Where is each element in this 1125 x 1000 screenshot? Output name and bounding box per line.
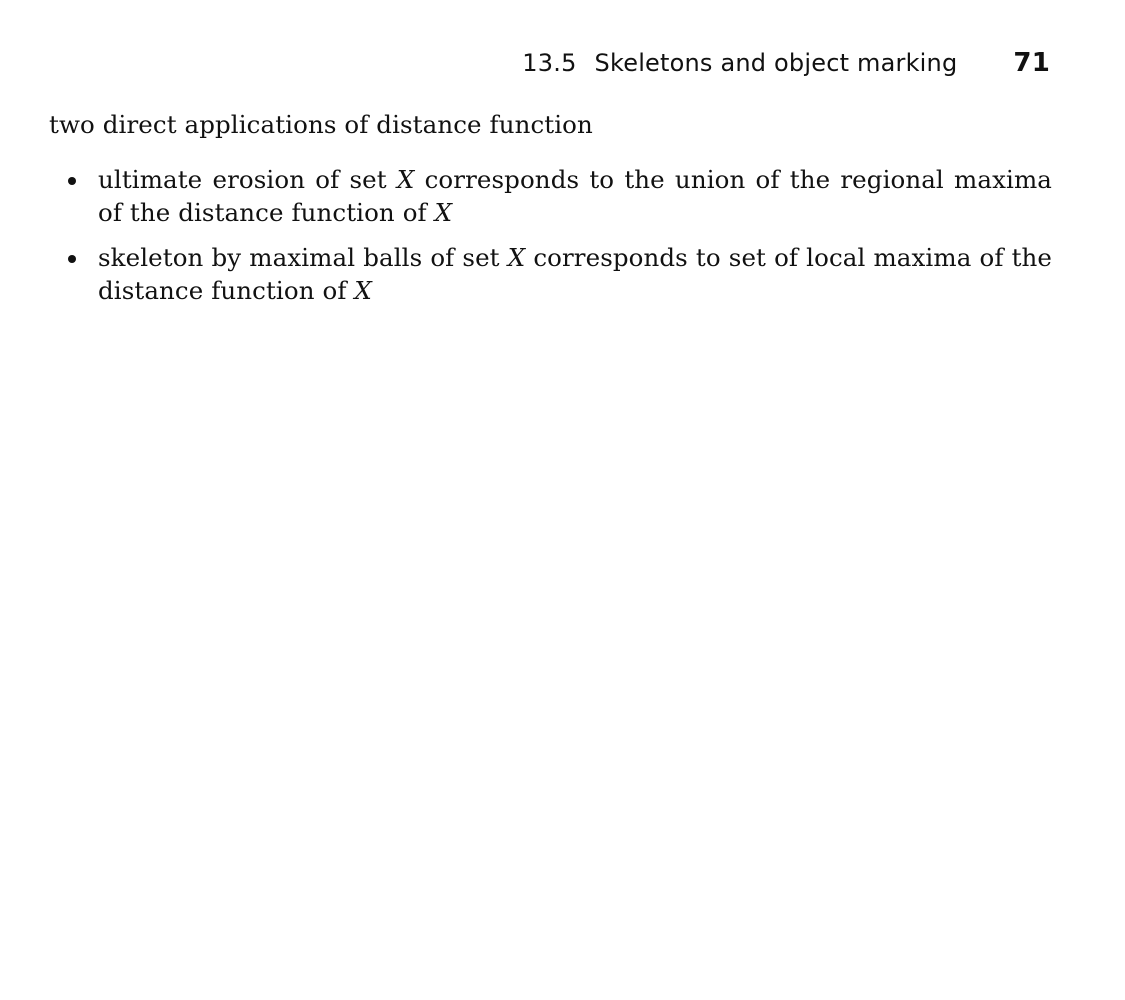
bullet-text-part: corresponds to set of local maxima of the distance function of bbox=[98, 243, 1052, 305]
section-title: Skeletons and object marking bbox=[594, 49, 958, 77]
page-body bbox=[49, 108, 1052, 319]
running-header bbox=[522, 48, 1050, 78]
bullet-item-skeleton bbox=[49, 241, 1052, 307]
math-variable: X bbox=[396, 165, 415, 194]
intro-paragraph: two direct applications of distance function bbox=[49, 110, 593, 139]
bullet-icon bbox=[68, 255, 76, 263]
bullet-icon bbox=[68, 177, 76, 185]
math-variable: X bbox=[354, 276, 372, 305]
bullet-text-part: skeleton by maximal balls of set bbox=[98, 243, 508, 272]
math-variable: X bbox=[434, 198, 453, 227]
bullet-text-part: corresponds to the union of the regional maxima of the distance function of bbox=[98, 165, 1052, 227]
section-number: 13.5 bbox=[522, 49, 577, 77]
page-number: 71 bbox=[1013, 48, 1050, 78]
math-variable: X bbox=[507, 243, 526, 272]
bullet-list bbox=[49, 163, 1052, 307]
bullet-item-ultimate-erosion bbox=[49, 163, 1052, 229]
bullet-text-part: ultimate erosion of set bbox=[98, 165, 397, 194]
